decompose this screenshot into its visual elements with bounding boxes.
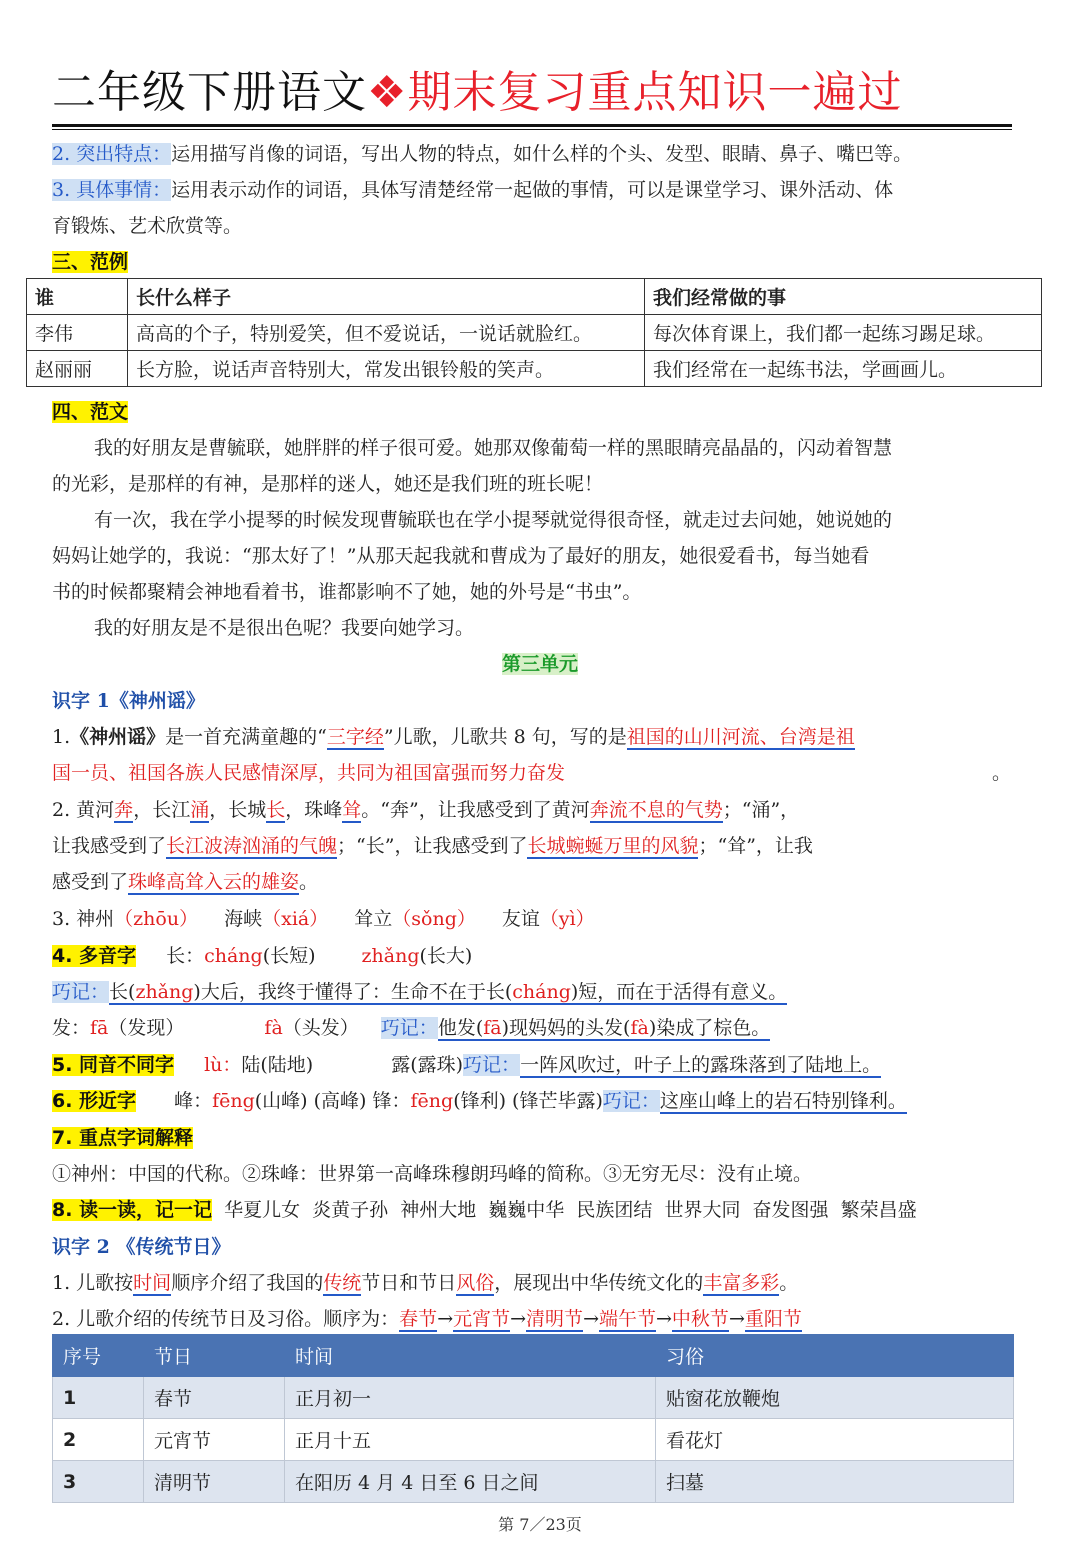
- mnemonic-text: 这座山峰上的岩石特别锋利。: [659, 1090, 907, 1112]
- pinyin: （xiá）: [262, 908, 329, 930]
- pinyin: （yì）: [539, 908, 595, 930]
- festival-seq: 中秋节: [671, 1308, 729, 1330]
- tip-event-label: 3. 具体事情：: [52, 179, 172, 201]
- title-review: 期末复习重点知识一遍过: [407, 67, 903, 118]
- q-text: （头发）: [282, 1017, 359, 1039]
- mnemonic-label: 巧记：: [52, 981, 110, 1003]
- q-text: ，长江: [133, 799, 191, 821]
- pinyin: lù：: [204, 1054, 242, 1076]
- q-text: 发：: [52, 1017, 91, 1039]
- essay-text: 有一次，我在学小提琴的时候发现曹毓联也在学小提琴就觉得很奇怪，就走过去问她，她说她的: [94, 509, 893, 531]
- table-row: [27, 315, 1042, 351]
- answer-blank: 三字经: [326, 726, 384, 748]
- essay-text: 的光彩，是那样的有神，是那样的迷人，她还是我们班的班长呢！: [52, 473, 604, 495]
- answer-blank: 奔: [114, 799, 134, 821]
- lesson1-q5-line: [52, 1047, 1032, 1083]
- table-header-cell: 节日: [144, 1335, 285, 1377]
- answer-blank: 长城蜿蜒万里的风貌: [527, 835, 699, 857]
- table-cell: 李伟: [27, 315, 128, 351]
- table-header-row: [53, 1335, 1014, 1377]
- q-text: 。: [299, 871, 319, 893]
- mnemonic-text: 一阵风吹过，叶子上的露珠落到了陆地上。: [520, 1054, 882, 1076]
- answer-blank: 时间: [133, 1272, 172, 1294]
- q-text: 露(露珠): [391, 1054, 464, 1076]
- lesson1-fa-line: [52, 1010, 1032, 1046]
- lesson2-heading: [52, 1229, 1032, 1265]
- q-text: )现妈妈的头发(: [501, 1017, 631, 1039]
- lesson1-q4-tip-line: [52, 974, 1032, 1010]
- lesson1-q7-line: [52, 1156, 1032, 1192]
- table-cell: 元宵节: [144, 1419, 285, 1461]
- q-text: (山峰) (高峰) 锋：: [254, 1090, 411, 1112]
- q-text: 他发(: [437, 1017, 484, 1039]
- q-text: （发现）: [108, 1017, 185, 1039]
- lesson2-q2-line: [52, 1301, 1032, 1337]
- table-row: [53, 1419, 1014, 1461]
- q-text: 是一首充满童趣的“: [165, 726, 327, 748]
- q-text: 。: [992, 762, 1012, 784]
- lesson1-q8-line: [52, 1192, 1032, 1228]
- table-cell: 每次体育课上，我们都一起练习踢足球。: [645, 315, 1042, 351]
- arrow-icon: →: [583, 1308, 599, 1330]
- table-cell: 赵丽丽: [27, 351, 128, 387]
- answer-blank: 祖国的山川河流、台湾是祖: [626, 726, 855, 748]
- q-text: ；“耸”，让我: [698, 835, 813, 857]
- table-cell: 扫墓: [656, 1461, 1014, 1503]
- table-cell: 长方脸，说话声音特别大，常发出银铃般的笑声。: [128, 351, 645, 387]
- lesson1-q7-heading: [52, 1120, 1032, 1156]
- q-text: (长短): [262, 945, 316, 967]
- essay-line: [52, 574, 1032, 610]
- q-text: (长大): [419, 945, 473, 967]
- festival-seq: 元宵节: [453, 1308, 511, 1330]
- q-text: ；“涌”，: [722, 799, 800, 821]
- answer-blank: 长江波涛汹涌的气魄: [166, 835, 338, 857]
- answer-blank: 传统: [323, 1272, 362, 1294]
- q-text: )染成了棕色。: [648, 1017, 771, 1039]
- arrow-icon: →: [437, 1308, 454, 1330]
- essay-line: [52, 430, 1074, 466]
- title-underline-thin: [52, 129, 1012, 130]
- essay-text: 妈妈让她学的，我说：“那太好了！”从那天起我就和曹成为了最好的朋友，她很爱看书，每当她看: [52, 545, 870, 567]
- read-remember-label: 8. 读一读，记一记: [52, 1199, 213, 1221]
- festival-seq: 春节: [399, 1308, 438, 1330]
- lesson1-q1-line-2: [52, 755, 1032, 791]
- essay-text: 书的时候都聚精会神地看着书，谁都影响不了她，她的外号是“书虫”。: [52, 581, 642, 603]
- lesson1-q6-line: [52, 1083, 1032, 1119]
- q-text: 长(: [109, 981, 136, 1003]
- pinyin-word: 友谊: [501, 908, 540, 930]
- q-text: ”儿歌，儿歌共 8 句，写的是: [383, 726, 627, 748]
- table-header-cell: 习俗: [656, 1335, 1014, 1377]
- table-cell: 贴窗花放鞭炮: [656, 1377, 1014, 1419]
- mnemonic-label: 巧记：: [602, 1090, 660, 1112]
- lesson2-title: 识字 2 《传统节日》: [52, 1236, 231, 1258]
- answer-blank: 珠峰高耸入云的雄姿: [128, 871, 300, 893]
- pinyin: fēng: [212, 1090, 255, 1112]
- q-text: 峰：: [174, 1090, 213, 1112]
- pinyin: zhǎng: [135, 981, 194, 1003]
- table-cell: 在阳历 4 月 4 日至 6 日之间: [285, 1461, 656, 1503]
- pinyin-word: 3. 神州: [52, 908, 115, 930]
- table-cell: 2: [53, 1419, 144, 1461]
- lesson1-title: 识字 1《神州谣》: [52, 690, 205, 712]
- answer-blank: 奔流不息的气势: [589, 799, 723, 821]
- mnemonic-label: 巧记：: [463, 1054, 521, 1076]
- pinyin: cháng: [512, 981, 571, 1003]
- pinyin: cháng: [204, 945, 263, 967]
- essay-line: [52, 502, 1074, 538]
- answer-blank: 长: [266, 799, 286, 821]
- table-cell: 高高的个子，特别爱笑，但不爱说话，一说话就脸红。: [128, 315, 645, 351]
- read-remember-text: 华夏儿女 炎黄子孙 神州大地 巍巍中华 民族团结 世界大同 奋发图强 繁荣昌盛: [224, 1199, 917, 1221]
- q-text: (锋利) (锋芒毕露): [453, 1090, 603, 1112]
- section-example-label: 三、范例: [52, 251, 129, 273]
- q-text: 2. 儿歌介绍的传统节日及习俗。顺序为：: [52, 1308, 400, 1330]
- essay-line: [52, 538, 1032, 574]
- pinyin: fà: [264, 1017, 283, 1039]
- essay-text: 我的好朋友是不是很出色呢？我要向她学习。: [94, 617, 475, 639]
- q-text: )大后，我终于懂得了：生命不在于长(: [193, 981, 513, 1003]
- q-text: ，长城: [209, 799, 267, 821]
- section-essay-label: 四、范文: [52, 401, 129, 423]
- tip-feature-text: 运用描写肖像的词语，写出人物的特点，如什么样的个头、发型、眼睛、鼻子、嘴巴等。: [171, 143, 913, 165]
- q-text: 节日和节日: [361, 1272, 457, 1294]
- table-cell: 我们经常在一起练书法，学画画儿。: [645, 351, 1042, 387]
- pinyin: fā: [483, 1017, 502, 1039]
- lesson2-q1-line: [52, 1265, 1032, 1301]
- lesson1-q3-line: [52, 901, 1032, 937]
- keyword-label: 7. 重点字词解释: [52, 1127, 194, 1149]
- q-text: 让我感受到了: [52, 835, 167, 857]
- table-header-cell: 时间: [285, 1335, 656, 1377]
- table-cell: 3: [53, 1461, 144, 1503]
- page-title: [52, 62, 1012, 124]
- answer-blank: 丰富多彩: [703, 1272, 780, 1294]
- homophone-label: 5. 同音不同字: [52, 1054, 175, 1076]
- festival-seq: 清明节: [526, 1308, 584, 1330]
- answer-blank: 耸: [342, 799, 362, 821]
- q-text: 感受到了: [52, 871, 129, 893]
- q-text: 顺序介绍了我国的: [171, 1272, 324, 1294]
- tip-event-text-2: 育锻炼、艺术欣赏等。: [52, 215, 243, 237]
- q-text: 2. 黄河: [52, 799, 115, 821]
- table-row: [27, 351, 1042, 387]
- q-number: 1.: [52, 726, 71, 748]
- table-cell: 看花灯: [656, 1419, 1014, 1461]
- unit-heading-label: 第三单元: [501, 653, 578, 675]
- lesson1-q2-line-2: [52, 828, 1032, 864]
- arrow-icon: →: [510, 1308, 527, 1330]
- table-header-row: [27, 279, 1042, 315]
- answer-blank: 国一员、祖国各族人民感情深厚，共同为祖国富强而努力奋发: [52, 755, 992, 791]
- q-text: ，珠峰: [285, 799, 343, 821]
- arrow-icon: →: [728, 1308, 745, 1330]
- table-header-cell: 长什么样子: [128, 279, 645, 315]
- table-header-cell: 谁: [27, 279, 128, 315]
- keyword-text: ①神州：中国的代称。②珠峰：世界第一高峰珠穆朗玛峰的简称。③无穷无尽：没有止境。: [52, 1163, 813, 1185]
- lesson1-q2-line-3: [52, 864, 1032, 900]
- title-underline: [52, 124, 1012, 127]
- pinyin: fā: [90, 1017, 109, 1039]
- pinyin: fēng: [410, 1090, 454, 1112]
- section-example-heading: [52, 244, 1032, 280]
- table-row: [53, 1377, 1014, 1419]
- pinyin: zhǎng: [361, 945, 420, 967]
- pinyin: fà: [630, 1017, 649, 1039]
- essay-text: 我的好朋友是曹毓联，她胖胖的样子很可爱。她那双像葡萄一样的黑眼睛亮晶晶的，闪动着智慧: [94, 437, 893, 459]
- essay-line: [52, 610, 1074, 646]
- tip-event-text: 运用表示动作的词语，具体写清楚经常一起做的事情，可以是课堂学习、课外活动、体: [171, 179, 894, 201]
- table-header-cell: 序号: [53, 1335, 144, 1377]
- q-text: 。: [779, 1272, 799, 1294]
- table-cell: 正月十五: [285, 1419, 656, 1461]
- table-cell: 清明节: [144, 1461, 285, 1503]
- q-text: 陆(陆地): [241, 1054, 314, 1076]
- q-text: 。“奔”，让我感受到了黄河: [361, 799, 590, 821]
- pinyin: （sǒng）: [392, 908, 476, 930]
- mnemonic-label: 巧记：: [380, 1017, 438, 1039]
- q-text: )短，而在于活得有意义。: [570, 981, 788, 1003]
- table-cell: 1: [53, 1377, 144, 1419]
- poem-title: 《神州谣》: [70, 726, 166, 748]
- tip-event-line: [52, 172, 1032, 208]
- answer-blank: 涌: [190, 799, 210, 821]
- tip-feature-line: [52, 136, 1032, 172]
- tip-feature-label: 2. 突出特点：: [52, 143, 172, 165]
- page-footer: 第 7／23页: [498, 1515, 582, 1534]
- table-row: [53, 1461, 1014, 1503]
- q-text: 1. 儿歌按: [52, 1272, 134, 1294]
- lesson1-q4-line: [52, 938, 1032, 974]
- pinyin-word: 海峡: [224, 908, 263, 930]
- example-table: [26, 278, 1042, 387]
- unit-heading: [0, 646, 1080, 682]
- tip-event-line-2: [52, 208, 1032, 244]
- essay-line: [52, 466, 1032, 502]
- pinyin-word: 耸立: [354, 908, 393, 930]
- lesson1-q2-line: [52, 792, 1032, 828]
- festival-table: [52, 1334, 1014, 1503]
- q-text: ，展现出中华传统文化的: [494, 1272, 704, 1294]
- lesson1-q1-line: [52, 719, 1032, 755]
- lesson1-heading: [52, 683, 1032, 719]
- section-essay-heading: [52, 394, 1032, 430]
- title-grade: 二年级下册语文: [52, 67, 367, 118]
- table-cell: 正月初一: [285, 1377, 656, 1419]
- q-text: ；“长”，让我感受到了: [337, 835, 528, 857]
- arrow-icon: →: [656, 1308, 672, 1330]
- table-header-cell: 我们经常做的事: [645, 279, 1042, 315]
- q-text: 长：: [166, 945, 205, 967]
- festival-seq: 重阳节: [744, 1308, 802, 1330]
- polyphone-label: 4. 多音字: [52, 945, 137, 967]
- answer-blank: 风俗: [456, 1272, 495, 1294]
- pinyin: （zhōu）: [114, 908, 199, 930]
- similar-char-label: 6. 形近字: [52, 1090, 137, 1112]
- festival-seq: 端午节: [598, 1308, 656, 1330]
- title-mark: ❖: [367, 67, 408, 118]
- table-cell: 春节: [144, 1377, 285, 1419]
